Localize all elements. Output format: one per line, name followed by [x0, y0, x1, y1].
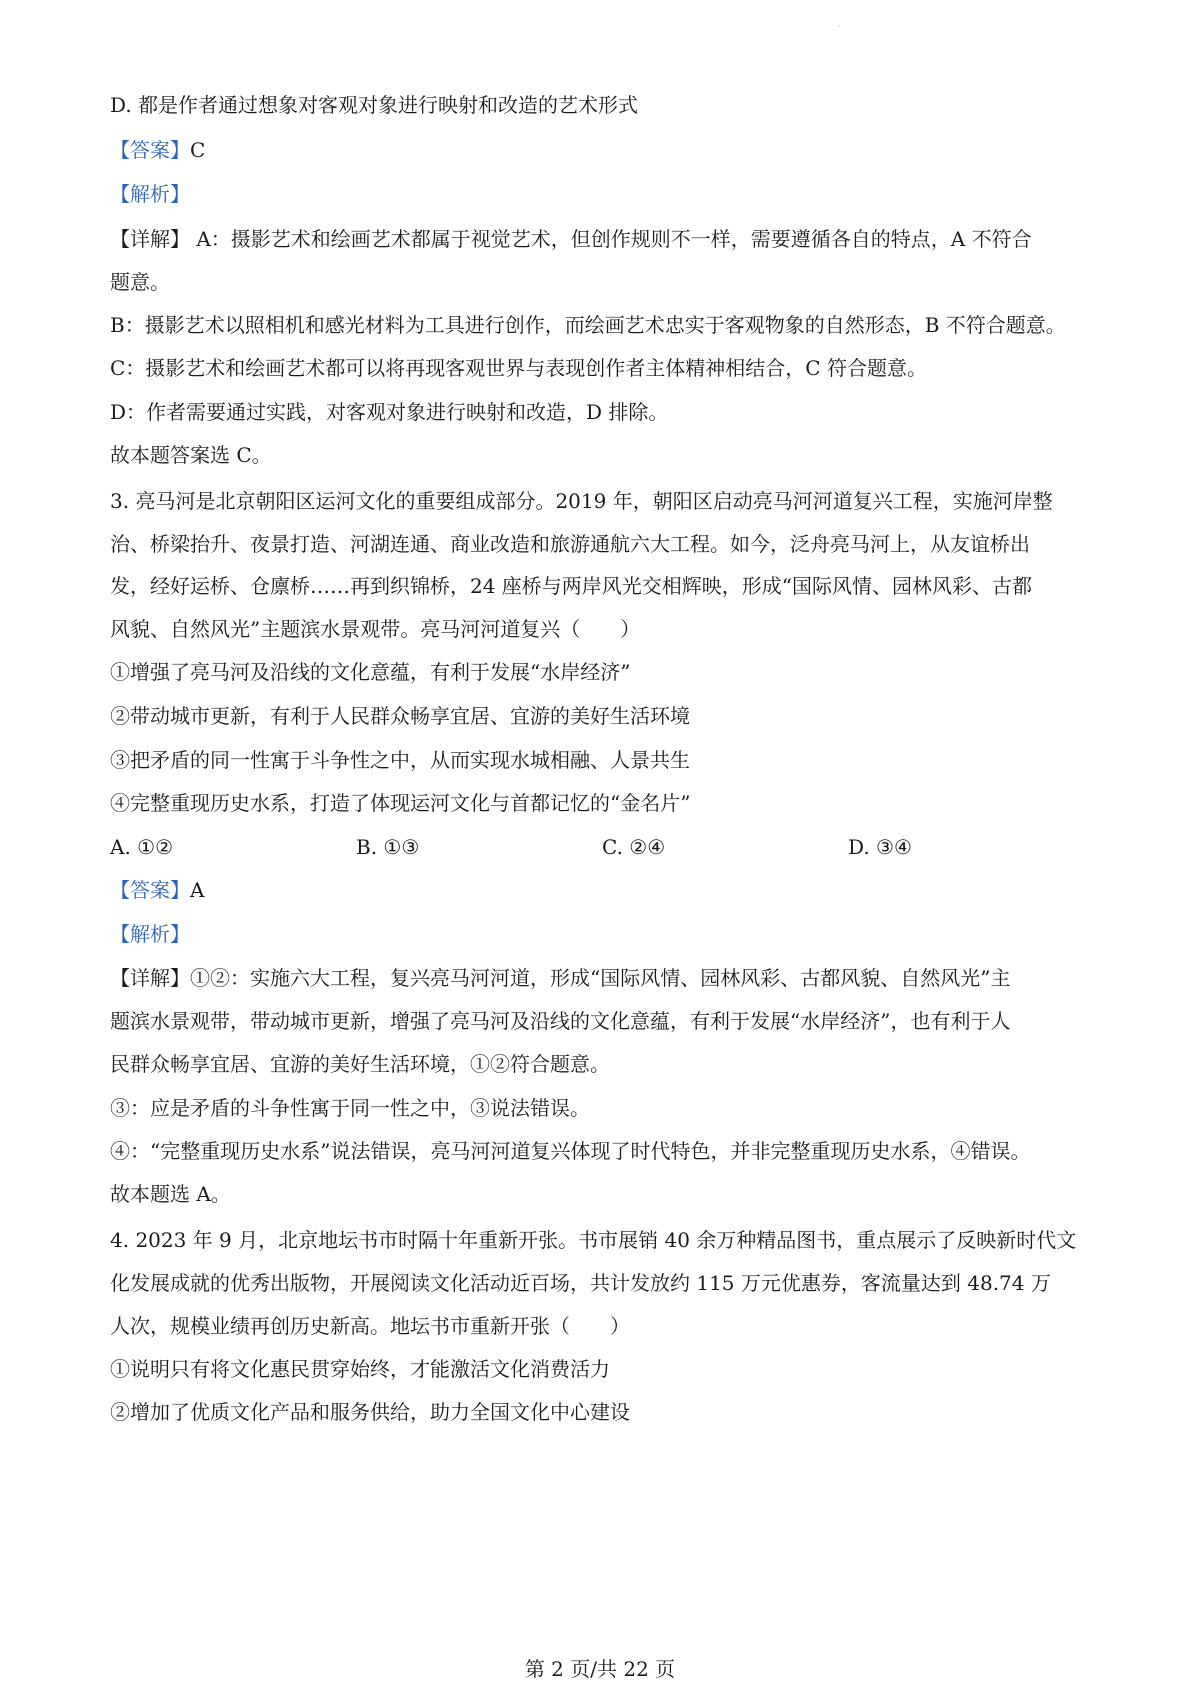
question-4-stem: 4. 2023 年 9 月，北京地坛书市时隔十年重新开张。书市展销 40 余万种精品图书，重点展示了反映新时代文: [110, 1228, 1077, 1252]
detail-line: 题滨水景观带，带动城市更新，增强了亮马河及沿线的文化意蕴，有利于发展“水岸经济”，也有利于人: [110, 1009, 1011, 1033]
option-d-line: D. 都是作者通过想象对客观对象进行映射和改造的艺术形式: [110, 93, 639, 117]
detail-line: B：摄影艺术以照相机和感光材料为工具进行创作，而绘画艺术忠实于客观物象的自然形态，B 不符合题意。: [110, 313, 1066, 337]
answer-line: [110, 136, 1100, 164]
statement-1: ①说明只有将文化惠民贯穿始终，才能激活文化消费活力: [110, 1357, 610, 1381]
detail-line: ③：应是矛盾的斗争性寓于同一性之中，③说法错误。: [110, 1096, 590, 1120]
option-b: B. ①③: [356, 835, 420, 859]
question-3-stem: 风貌、自然风光”主题滨水景观带。亮马河河道复兴（ ）: [110, 617, 641, 641]
detail-line: D：作者需要通过实践，对客观对象进行映射和改造，D 排除。: [110, 400, 669, 424]
answer-tag: 【答案】: [110, 138, 190, 162]
answer-value: C: [190, 138, 206, 162]
statement-2: ②增加了优质文化产品和服务供给，助力全国文化中心建设: [110, 1400, 630, 1424]
answer-line: [110, 876, 1100, 904]
scan-dot: ·: [838, 22, 841, 31]
question-3-stem: 3. 亮马河是北京朝阳区运河文化的重要组成部分。2019 年，朝阳区启动亮马河河道复兴工程，实施河岸整: [110, 489, 1053, 513]
conclusion-line: 故本题答案选 C。: [110, 443, 272, 467]
question-3-stem: 发，经好运桥、仓廪桥……再到织锦桥，24 座桥与两岸风光交相辉映，形成“国际风情、园林风彩、古都: [110, 574, 1033, 598]
analysis-tag: 【解析】: [110, 922, 190, 946]
detail-line: C：摄影艺术和绘画艺术都可以将再现客观世界与表现创作者主体精神相结合，C 符合题意。: [110, 356, 927, 380]
statement-2: ②带动城市更新，有利于人民群众畅享宜居、宜游的美好生活环境: [110, 704, 690, 728]
answer-tag: 【答案】: [110, 878, 190, 902]
detail-line: 民群众畅享宜居、宜游的美好生活环境，①②符合题意。: [110, 1052, 610, 1076]
question-4-stem: 化发展成就的优秀出版物，开展阅读文化活动近百场，共计发放约 115 万元优惠券，客流量达到 48.74 万: [110, 1271, 1051, 1295]
option-d: D. ③④: [848, 835, 912, 859]
conclusion-line: 故本题选 A。: [110, 1182, 231, 1206]
statement-3: ③把矛盾的同一性寓于斗争性之中，从而实现水城相融、人景共生: [110, 748, 690, 772]
analysis-tag-line: [110, 180, 1100, 208]
option-c: C. ②④: [602, 835, 666, 859]
option-a: A. ①②: [110, 835, 174, 859]
page-footer: 第 2 页/共 22 页: [524, 1657, 676, 1681]
detail-line: 题意。: [110, 270, 170, 294]
analysis-tag: 【解析】: [110, 182, 190, 206]
question-3-stem: 治、桥梁抬升、夜景打造、河湖连通、商业改造和旅游通航六大工程。如今，泛舟亮马河上，从友谊桥出: [110, 532, 1030, 556]
question-3-options: [110, 833, 1100, 861]
statement-4: ④完整重现历史水系，打造了体现运河文化与首都记忆的“金名片”: [110, 791, 691, 815]
analysis-tag-line: [110, 920, 1100, 948]
detail-line: 【详解】①②：实施六大工程，复兴亮马河河道，形成“国际风情、园林风彩、古都风貌、自然风光”主: [110, 966, 1011, 990]
detail-line: 【详解】 A：摄影艺术和绘画艺术都属于视觉艺术，但创作规则不一样，需要遵循各自的特点，A 不符合: [110, 227, 1032, 251]
answer-value: A: [190, 878, 205, 902]
detail-line: ④：“完整重现历史水系”说法错误，亮马河河道复兴体现了时代特色，并非完整重现历史水系，④错误。: [110, 1139, 1031, 1163]
question-4-stem: 人次，规模业绩再创历史新高。地坛书市重新开张（ ）: [110, 1314, 630, 1338]
statement-1: ①增强了亮马河及沿线的文化意蕴，有利于发展“水岸经济”: [110, 660, 631, 684]
